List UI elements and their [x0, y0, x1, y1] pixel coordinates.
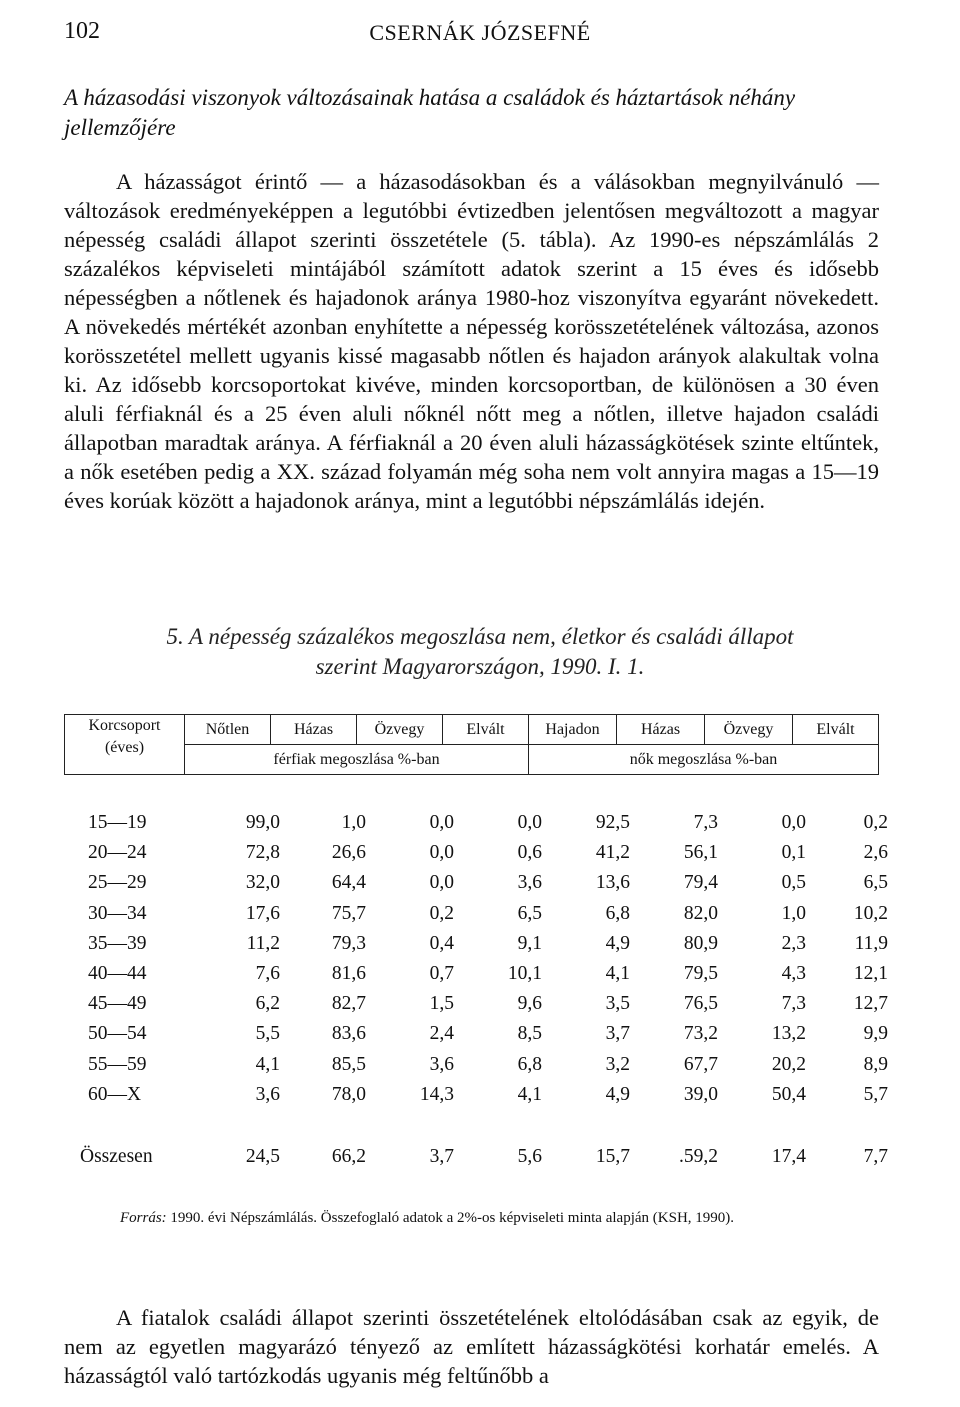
value-cell: 2,3 [781, 932, 806, 954]
page-number: 102 [64, 18, 100, 44]
value-cell: 0,0 [429, 842, 454, 864]
table-header [64, 714, 879, 775]
table-row [64, 959, 888, 989]
value-cell: 85,5 [331, 1053, 366, 1075]
value-cell: 3,7 [429, 1145, 454, 1167]
value-cell: 82,7 [331, 993, 366, 1015]
value-cell: 72,8 [245, 842, 280, 864]
age-group-cell: 30—34 [88, 902, 147, 924]
table-row [64, 1080, 888, 1110]
value-cell: 3,2 [605, 1053, 630, 1075]
value-cell: 5,7 [863, 1083, 888, 1105]
value-cell: 0,4 [429, 932, 454, 954]
age-group-cell: 35—39 [88, 932, 147, 954]
table-row [64, 808, 888, 838]
body-paragraph-2: A fiatalok családi állapot szerinti összetételének eltolódásában csak az egyik, de nem az egyetlen magyarázó tényező az említett házasságkötési korhatár emelés. A házasságtól való tartózkodás ugyanis még feltűnőbb a [64, 1305, 879, 1388]
value-cell: 14,3 [419, 1083, 454, 1105]
table-row [64, 1050, 888, 1080]
table-spacer [64, 1110, 888, 1142]
value-cell: 1,0 [341, 812, 366, 834]
value-cell: 80,9 [683, 932, 718, 954]
table-title-line-1: 5. A népesség százalékos megoszlása nem, életkor és családi állapot [166, 624, 794, 649]
header-korcsoport-line-2: (éves) [104, 739, 145, 756]
value-cell: 75,7 [331, 902, 366, 924]
source-note [64, 1205, 884, 1231]
table-row [64, 838, 888, 868]
value-cell: 41,2 [595, 842, 630, 864]
value-cell: 0,1 [781, 842, 806, 864]
header-male-notlen: Nőtlen [185, 715, 271, 745]
value-cell: 7,3 [693, 812, 718, 834]
value-cell: 0,2 [429, 902, 454, 924]
value-cell: 66,2 [331, 1145, 366, 1167]
value-cell: 11,9 [854, 932, 888, 954]
value-cell: 1,0 [781, 902, 806, 924]
value-cell: 79,3 [331, 932, 366, 954]
header-korcsoport-line-1: Korcsoport [88, 717, 161, 734]
value-cell: 8,5 [517, 1023, 542, 1045]
value-cell: 13,6 [595, 872, 630, 894]
table-row [64, 899, 888, 929]
value-cell: 6,5 [863, 872, 888, 894]
header-male-elvalt: Elvált [443, 715, 529, 745]
running-head: CSERNÁK JÓZSEFNÉ [369, 20, 591, 45]
value-cell: 3,6 [517, 872, 542, 894]
value-cell: 6,2 [255, 993, 280, 1015]
value-cell: 6,8 [517, 1053, 542, 1075]
value-cell: 92,5 [595, 812, 630, 834]
header-female-elvalt: Elvált [793, 715, 879, 745]
value-cell: 50,4 [771, 1083, 806, 1105]
value-cell: 13,2 [771, 1023, 806, 1045]
data-table [64, 808, 888, 1172]
value-cell: 5,5 [255, 1023, 280, 1045]
age-group-cell: 15—19 [88, 812, 147, 834]
value-cell: 3,5 [605, 993, 630, 1015]
value-cell: 24,5 [245, 1145, 280, 1167]
value-cell: 81,6 [331, 963, 366, 985]
value-cell: 3,6 [255, 1083, 280, 1105]
source-label: Forrás: [120, 1210, 167, 1226]
value-cell: 17,4 [771, 1145, 806, 1167]
value-cell: 10,1 [507, 963, 542, 985]
value-cell: 2,4 [429, 1023, 454, 1045]
value-cell: 9,9 [863, 1023, 888, 1045]
value-cell: 20,2 [771, 1053, 806, 1075]
value-cell: 1,5 [429, 993, 454, 1015]
value-cell: 10,2 [853, 902, 888, 924]
value-cell: 9,1 [517, 932, 542, 954]
value-cell: 3,7 [605, 1023, 630, 1045]
header-korcsoport [65, 715, 185, 775]
value-cell: 32,0 [245, 872, 280, 894]
value-cell: 0,0 [781, 812, 806, 834]
value-cell: 7,3 [781, 993, 806, 1015]
value-cell: 6,5 [517, 902, 542, 924]
value-cell: 56,1 [683, 842, 718, 864]
value-cell: 12,7 [853, 993, 888, 1015]
value-cell: 82,0 [683, 902, 718, 924]
value-cell: 0,0 [429, 812, 454, 834]
value-cell: 0,6 [517, 842, 542, 864]
value-cell: 15,7 [595, 1145, 630, 1167]
table-row [64, 929, 888, 959]
value-cell: 67,7 [683, 1053, 718, 1075]
table-title-line-2: szerint Magyarországon, 1990. I. 1. [315, 654, 645, 679]
value-cell: 39,0 [683, 1083, 718, 1105]
value-cell: 11,2 [246, 932, 280, 954]
value-cell: 0,7 [429, 963, 454, 985]
value-cell: 3,6 [429, 1053, 454, 1075]
table-row [64, 989, 888, 1019]
header-male-hazas: Házas [271, 715, 357, 745]
value-cell: 4,9 [605, 1083, 630, 1105]
value-cell: 73,2 [683, 1023, 718, 1045]
value-cell: 5,6 [517, 1145, 542, 1167]
value-cell: 64,4 [331, 872, 366, 894]
value-cell: 4,3 [781, 963, 806, 985]
value-cell: 83,6 [331, 1023, 366, 1045]
header-female-ozvegy: Özvegy [705, 715, 793, 745]
value-cell: 99,0 [245, 812, 280, 834]
value-cell: 76,5 [683, 993, 718, 1015]
value-cell: 7,7 [863, 1145, 888, 1167]
value-cell: 2,6 [863, 842, 888, 864]
table-row [64, 1019, 888, 1049]
age-group-cell: Összesen [80, 1145, 153, 1167]
header-female-hazas: Házas [617, 715, 705, 745]
section-title: A házasodási viszonyok változásainak hatása a családok és háztartások néhány jellemzőjére [64, 85, 796, 140]
value-cell: .59,2 [679, 1145, 718, 1167]
value-cell: 4,1 [605, 963, 630, 985]
spacer-cell [64, 1110, 888, 1142]
value-cell: 79,5 [683, 963, 718, 985]
table-title [0, 622, 960, 682]
body-paragraph-1: A házasságot érintő — a házasodásokban és a válásokban megnyilvánuló — változások eredményeképpen a legutóbbi évtizedben jelentősen megváltozott a magyar népesség családi állapot szerinti összetétele (5. tábla). Az 1990-es népszámlálás 2 százalékos képviseleti mintájából számított adatok szerint a 15 éves és idősebb népességben a nőtlenek és hajadonok aránya 1980-hoz viszonyítva egyaránt növekedett. A növekedés mértékét azonban enyhítette a népesség korösszetételének változása, azonos korösszetétel mellett ugyanis kissé magasabb nőtlen és hajadon arányok alakultak volna ki. Az idősebb korcsoportokat kivéve, minden korcsoportban, de különösen a 30 éven aluli férfiaknál és a 25 éven aluli nőknél nőtt meg a nőtlen, illetve hajadon családi állapotban maradtak aránya. A férfiaknál a 20 éven aluli házasságkötések szinte eltűntek, a nők esetében pedig a XX. század folyamán még soha nem volt annyira magas a 15—19 éves korúak között a hajadonok aránya, mint a legutóbbi népszámlálás idején. [64, 169, 879, 513]
age-group-cell: 60—X [88, 1083, 142, 1105]
header-female-subtitle: nők megoszlása %-ban [529, 745, 879, 775]
value-cell: 26,6 [331, 842, 366, 864]
value-cell: 12,1 [853, 963, 888, 985]
age-group-cell: 55—59 [88, 1053, 147, 1075]
header-female-hajadon: Hajadon [529, 715, 617, 745]
value-cell: 0,0 [429, 872, 454, 894]
value-cell: 4,1 [255, 1053, 280, 1075]
age-group-cell: 45—49 [88, 993, 147, 1015]
value-cell: 6,8 [605, 902, 630, 924]
source-text: 1990. évi Népszámlálás. Összefoglaló adatok a 2%-os képviseleti minta alapján (KSH, 1990). [170, 1210, 735, 1226]
value-cell: 0,2 [863, 812, 888, 834]
age-group-cell: 20—24 [88, 842, 147, 864]
value-cell: 8,9 [863, 1053, 888, 1075]
age-group-cell: 40—44 [88, 963, 147, 985]
value-cell: 78,0 [331, 1083, 366, 1105]
header-male-subtitle: férfiak megoszlása %-ban [185, 745, 529, 775]
age-group-cell: 25—29 [88, 872, 147, 894]
value-cell: 0,5 [781, 872, 806, 894]
value-cell: 4,1 [517, 1083, 542, 1105]
value-cell: 17,6 [245, 902, 280, 924]
table-row [64, 868, 888, 898]
age-group-cell: 50—54 [88, 1023, 147, 1045]
value-cell: 7,6 [255, 963, 280, 985]
value-cell: 0,0 [517, 812, 542, 834]
value-cell: 9,6 [517, 993, 542, 1015]
table-total-row [64, 1142, 888, 1172]
value-cell: 4,9 [605, 932, 630, 954]
value-cell: 79,4 [683, 872, 718, 894]
header-male-ozvegy: Özvegy [357, 715, 443, 745]
